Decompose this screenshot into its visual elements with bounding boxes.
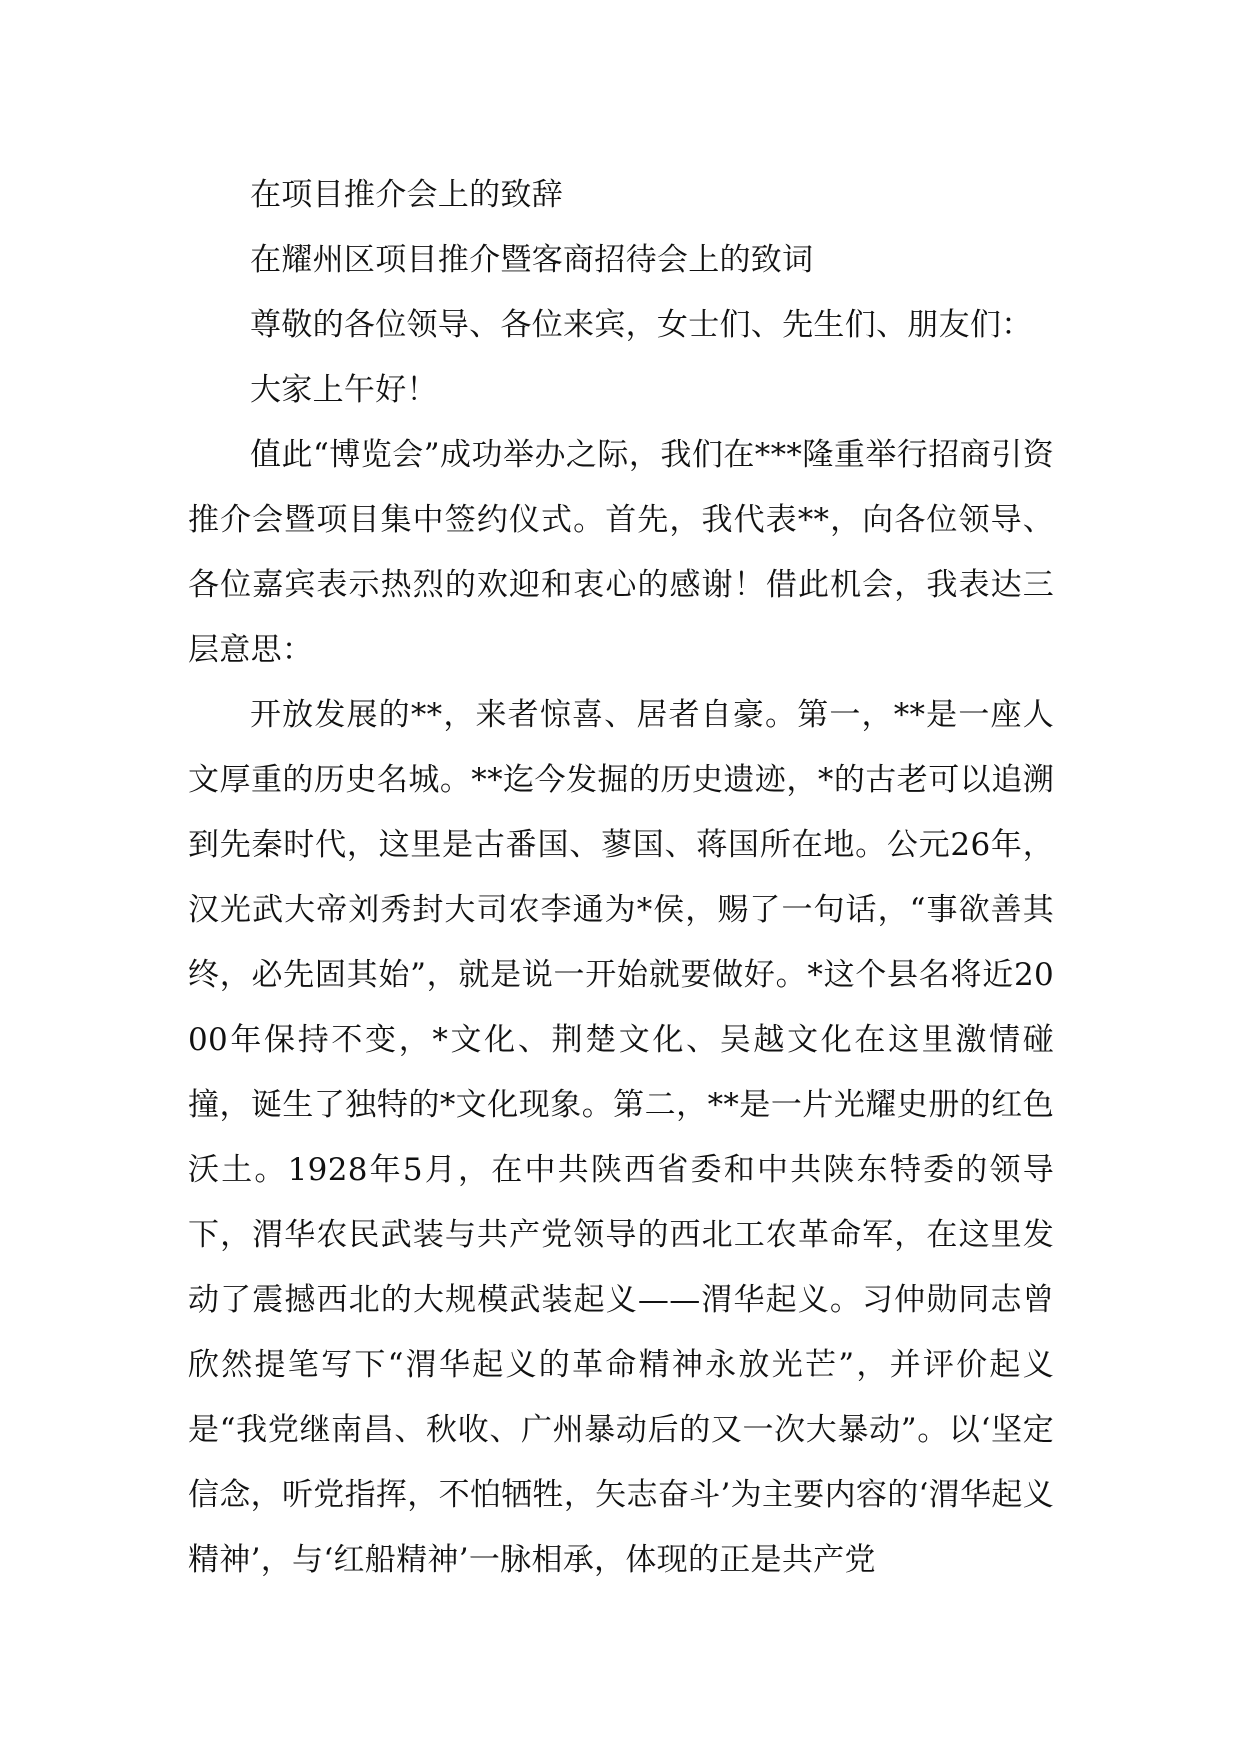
document-subtitle: 在耀州区项目推介暨客商招待会上的致词	[250, 242, 814, 278]
body-paragraph-intro: 值此“博览会”成功举办之际，我们在***隆重举行招商引资推介会暨项目集中签约仪式。首先，我代表**，向各位领导、各位嘉宾表示热烈的欢迎和衷心的感谢！借此机会，我表达三层意思：	[188, 437, 1054, 668]
document-body	[188, 163, 1054, 1593]
body-paragraph-history: 开放发展的**，来者惊喜、居者自豪。第一，**是一座人文厚重的历史名城。**迄今发掘的历史遗迹，*的古老可以追溯到先秦时代，这里是古番国、蓼国、蒋国所在地。公元26年，汉光武大帝刘秀封大司农李通为*侯，赐了一句话，“事欲善其终，必先固其始”，就是说一开始就要做好。*这个县名将近2000年保持不变，*文化、荆楚文化、吴越文化在这里激情碰撞，诞生了独特的*文化现象。第二，**是一片光耀史册的红色沃土。1928年5月，在中共陕西省委和中共陕东特委的领导下，渭华农民武装与共产党领导的西北工农革命军，在这里发动了震撼西北的大规模武装起义——渭华起义。习仲勋同志曾欣然提笔写下“渭华起义的革命精神永放光芒”，并评价起义是“我党继南昌、秋收、广州暴动后的又一次大暴动”。以‘坚定信念，听党指挥，不怕牺牲，矢志奋斗’为主要内容的‘渭华起义精神’，与‘红船精神’一脉相承，体现的正是共产党	[188, 697, 1054, 1578]
salutation: 尊敬的各位领导、各位来宾，女士们、先生们、朋友们：	[250, 307, 1033, 343]
greeting: 大家上午好！	[250, 372, 438, 408]
document-title: 在项目推介会上的致辞	[250, 177, 563, 213]
